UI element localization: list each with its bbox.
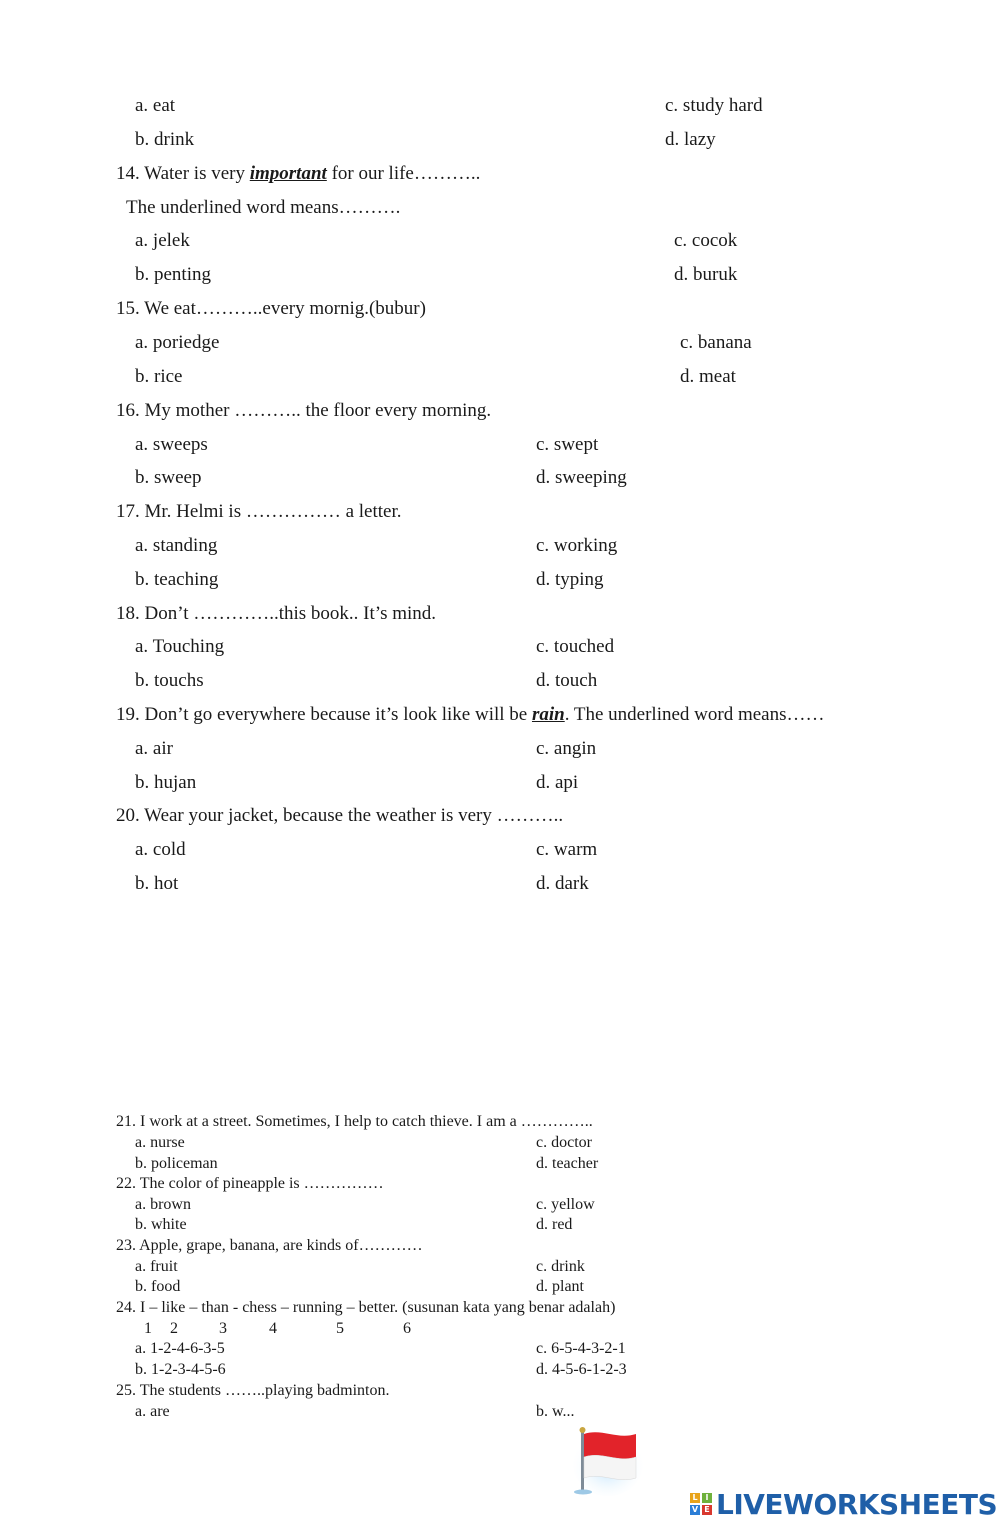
- q20-question: 20. Wear your jacket, because the weather is very ………..: [116, 805, 564, 826]
- q23-option-c: c. drink: [536, 1258, 585, 1275]
- q23-option-d: d. plant: [536, 1278, 584, 1295]
- liveworksheets-logo: [690, 1486, 997, 1522]
- q22-question: 22. The color of pineapple is ……………: [116, 1175, 384, 1192]
- q13-option-d: d. lazy: [665, 129, 716, 150]
- q22-option-b: b. white: [135, 1216, 187, 1233]
- q21-option-c: c. doctor: [536, 1134, 592, 1151]
- q21-option-b: b. policeman: [135, 1155, 218, 1172]
- q17-option-c: c. working: [536, 535, 618, 556]
- q25-question: 25. The students ……..playing badminton.: [116, 1382, 390, 1399]
- q21-question: 21. I work at a street. Sometimes, I help to catch thieve. I am a …………..: [116, 1113, 593, 1130]
- q19-option-d: d. api: [536, 772, 579, 793]
- q25-option-b: b. w...: [536, 1403, 575, 1420]
- logo-mark-icon: [690, 1493, 712, 1515]
- q18-option-b: b. touchs: [135, 670, 204, 691]
- q14-question: 14. Water is very important for our life………..: [116, 163, 481, 184]
- q14-option-d: d. buruk: [674, 264, 738, 285]
- q24-number: 2: [170, 1320, 178, 1337]
- q24-number: 3: [219, 1320, 227, 1337]
- q16-option-d: d. sweeping: [536, 467, 627, 488]
- q14-subquestion: The underlined word means……….: [126, 197, 401, 218]
- q15-option-c: c. banana: [680, 332, 752, 353]
- q21-option-d: d. teacher: [536, 1155, 599, 1172]
- q20-option-a: a. cold: [135, 839, 186, 860]
- q24-number: 1: [144, 1320, 152, 1337]
- q24-option-d: d. 4-5-6-1-2-3: [536, 1361, 627, 1378]
- q17-option-b: b. teaching: [135, 569, 219, 590]
- q17-option-a: a. standing: [135, 535, 218, 556]
- indonesia-flag-icon: [572, 1424, 644, 1498]
- q18-option-d: d. touch: [536, 670, 598, 691]
- q13-option-b: b. drink: [135, 129, 195, 150]
- q22-option-c: c. yellow: [536, 1196, 595, 1213]
- q17-option-d: d. typing: [536, 569, 604, 590]
- q24-number: 6: [403, 1320, 411, 1337]
- logo-letter: I: [702, 1493, 712, 1503]
- q22-option-d: d. red: [536, 1216, 573, 1233]
- q23-option-a: a. fruit: [135, 1258, 178, 1275]
- q24-question: 24. I – like – than - chess – running – better. (susunan kata yang benar adalah): [116, 1299, 616, 1316]
- q13-option-a: a. eat: [135, 95, 176, 116]
- q18-option-c: c. touched: [536, 636, 615, 657]
- q16-option-a: a. sweeps: [135, 434, 208, 455]
- q19-option-c: c. angin: [536, 738, 597, 759]
- q13-option-c: c. study hard: [665, 95, 763, 116]
- q15-option-a: a. poriedge: [135, 332, 220, 353]
- q16-option-b: b. sweep: [135, 467, 202, 488]
- q24-number: 4: [269, 1320, 277, 1337]
- logo-text: LIVEWORKSHEETS: [716, 1487, 998, 1521]
- q14-option-a: a. jelek: [135, 230, 190, 251]
- q24-option-a: a. 1-2-4-6-3-5: [135, 1340, 225, 1357]
- q19-question: 19. Don’t go everywhere because it’s look like will be rain. The underlined word means……: [116, 704, 825, 725]
- q15-option-d: d. meat: [680, 366, 736, 387]
- q14-option-b: b. penting: [135, 264, 211, 285]
- logo-letter: E: [702, 1505, 712, 1515]
- q24-option-b: b. 1-2-3-4-5-6: [135, 1361, 226, 1378]
- q15-question: 15. We eat………..every mornig.(bubur): [116, 298, 426, 319]
- q16-option-c: c. swept: [536, 434, 599, 455]
- q15-option-b: b. rice: [135, 366, 183, 387]
- logo-letter: V: [691, 1505, 699, 1514]
- q19-option-b: b. hujan: [135, 772, 197, 793]
- logo-letter: L: [690, 1493, 700, 1503]
- q22-option-a: a. brown: [135, 1196, 191, 1213]
- q19-underlined-word: rain: [531, 704, 565, 725]
- q14-option-c: c. cocok: [674, 230, 738, 251]
- q25-option-a: a. are: [135, 1403, 170, 1420]
- q23-option-b: b. food: [135, 1278, 181, 1295]
- q21-option-a: a. nurse: [135, 1134, 185, 1151]
- q24-option-c: c. 6-5-4-3-2-1: [536, 1340, 626, 1357]
- q14-underlined-word: important: [249, 163, 327, 184]
- q17-question: 17. Mr. Helmi is …………… a letter.: [116, 501, 402, 522]
- q18-option-a: a. Touching: [135, 636, 225, 657]
- q20-option-b: b. hot: [135, 873, 179, 894]
- q19-option-a: a. air: [135, 738, 173, 759]
- q20-option-c: c. warm: [536, 839, 598, 860]
- q23-question: 23. Apple, grape, banana, are kinds of…………: [116, 1237, 423, 1254]
- q24-number: 5: [336, 1320, 344, 1337]
- q16-question: 16. My mother ……….. the floor every morning.: [116, 400, 492, 421]
- q20-option-d: d. dark: [536, 873, 589, 894]
- q18-question: 18. Don’t …………..this book.. It’s mind.: [116, 603, 437, 624]
